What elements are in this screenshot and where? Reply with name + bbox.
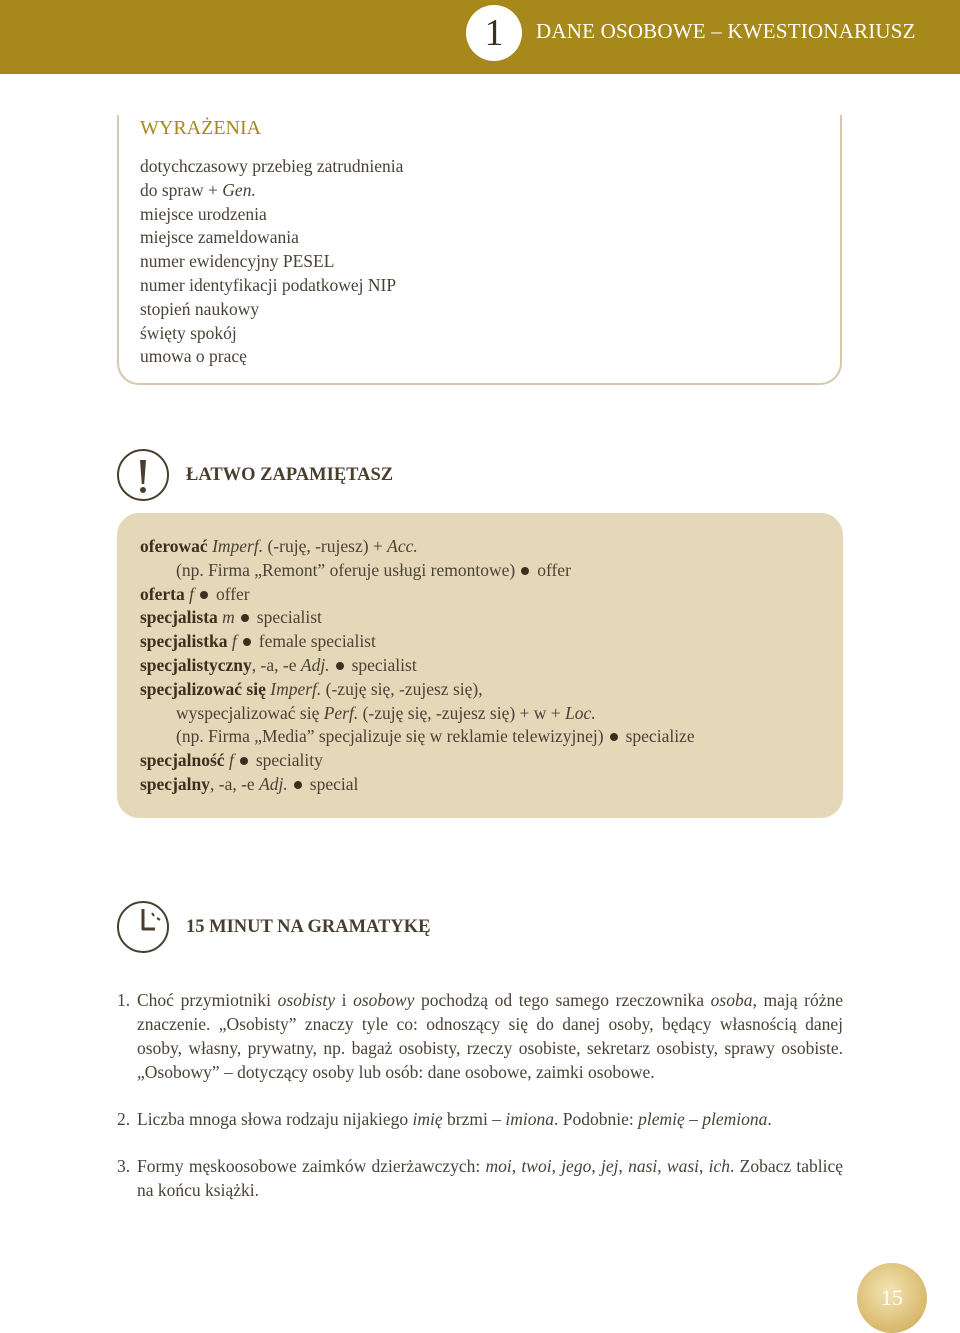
chapter-header [0,0,960,74]
vocabulary-entries [140,535,695,797]
vocabulary-example: (np. Firma „Media” specjalizuje się w reklamie telewizyjnej) specialize [176,726,695,747]
clock-icon [117,901,169,953]
vocabulary-entry: oferować Imperf. (-ruję, -rujesz) + Acc. [140,536,418,556]
note-text: Choć przymiotniki osobisty i osobowy pochodzą od tego samego rzeczownika osoba, mają różne znaczenie. „Osobisty” znaczy tyle co: odnoszący się do danej osoby, będący własnością danej osoby, własny, prywatny, np. bagaż osobisty, rzeczy osobiste, sekretarz osobisty, sprawy osobiste. „Osobowy” – dotyczący osoby lub osób: dane osobowe, zaimki osobowe. [137,990,843,1082]
chapter-title: DANE OSOBOWE – KWESTIONARIUSZ [536,19,916,43]
expression-item: stopień naukowy [140,298,260,319]
expression-item: do spraw + Gen. [140,179,256,200]
expression-item: umowa o pracę [140,346,247,367]
memo-heading: ŁATWO ZAPAMIĘTASZ [186,465,394,485]
expression-item: dotychczasowy przebieg zatrudnienia [140,156,404,176]
vocabulary-entry: specjalistka f female specialist [140,631,376,652]
grammar-note [117,1107,843,1131]
vocabulary-entry: oferta f offer [140,583,250,604]
page-number-badge: 15 [857,1263,927,1333]
grammar-note [117,1154,843,1202]
vocabulary-entry: specjalność f speciality [140,750,323,771]
vocabulary-entry: specjalistyczny, -a, -e Adj. specialist [140,654,417,675]
expressions-list [140,155,403,369]
grammar-heading: 15 MINUT NA GRAMATYKĘ [186,917,431,937]
vocabulary-entry: specjalizować się Imperf. (-zuję się, -zujesz się), [140,678,483,699]
expression-item: numer ewidencyjny PESEL [140,251,335,272]
expression-item: miejsce zameldowania [140,227,299,248]
grammar-notes [117,988,843,1225]
vocabulary-entry: specjalny, -a, -e Adj. special [140,773,359,794]
note-text: Liczba mnoga słowa rodzaju nijakiego imię brzmi – imiona. Podobnie: plemię – plemiona. [137,1109,772,1129]
vocabulary-entry-continuation: wyspecjalizować się Perf. (-zuję się, -zujesz się) + w + Loc. [176,702,596,723]
expression-item: numer identyfikacji podatkowej NIP [140,274,397,295]
note-number: 2. [117,1109,131,1129]
note-number: 3. [117,1156,131,1176]
expression-item: święty spokój [140,322,237,343]
exclamation-circle-icon [117,449,169,501]
note-number: 1. [117,990,131,1010]
vocabulary-example: (np. Firma „Remont” oferuje usługi remontowe) offer [176,559,571,580]
vocabulary-entry: specjalista m specialist [140,607,322,628]
expression-item: miejsce urodzenia [140,203,267,224]
chapter-number-badge: 1 [466,5,522,61]
grammar-note [117,988,843,1084]
expressions-title: WYRAŻENIA [140,117,262,139]
note-text: Formy męskoosobowe zaimków dzierżawczych: moi, twoi, jego, jej, nasi, wasi, ich. Zobacz tablicę na końcu książki. [137,1156,844,1200]
